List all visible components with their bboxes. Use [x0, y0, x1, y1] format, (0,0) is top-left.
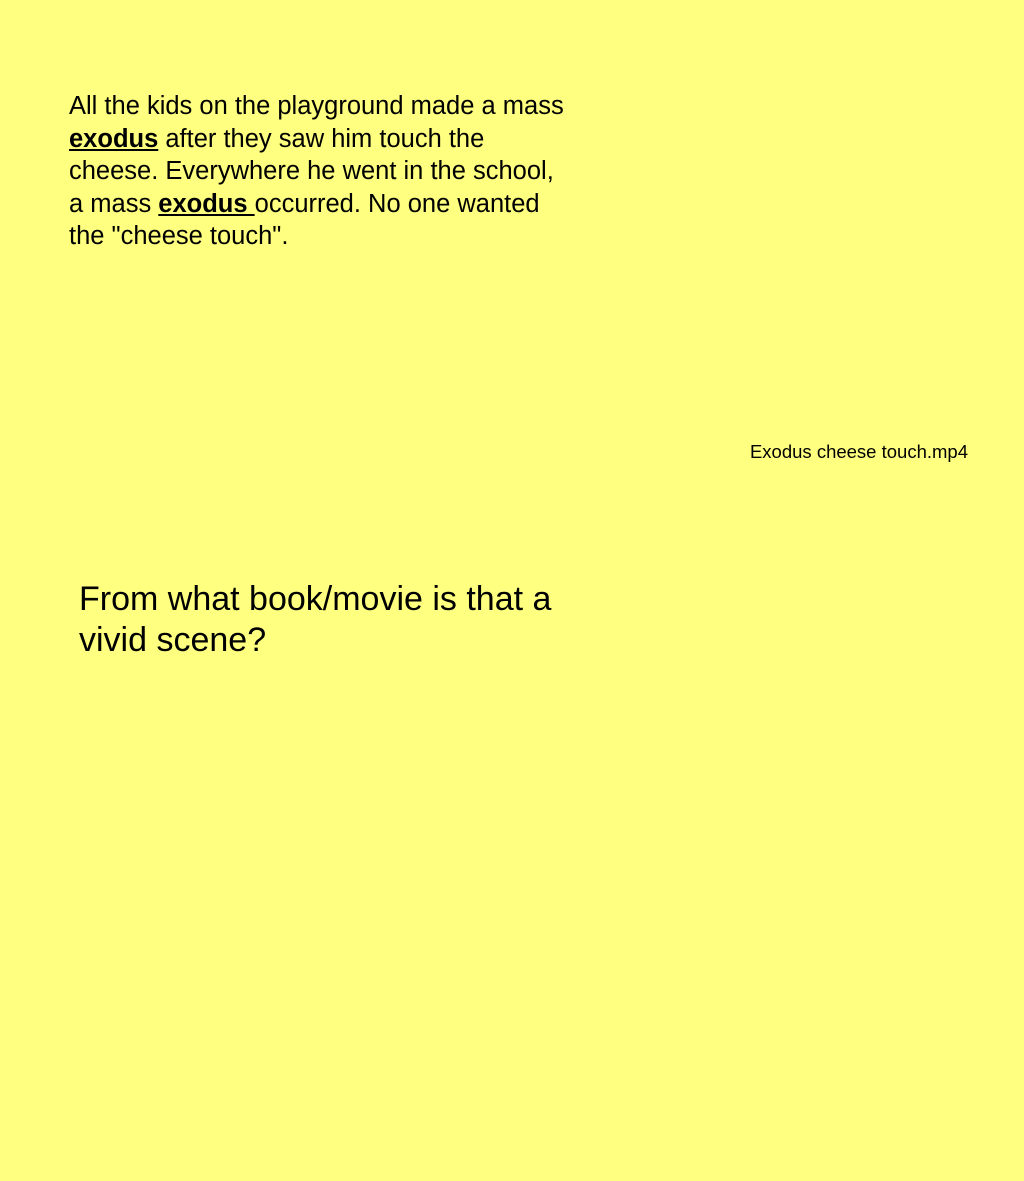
vocab-word-exodus: exodus: [69, 124, 159, 153]
paragraph-text-1: All the kids on the playground made a mass: [69, 92, 564, 120]
discussion-question: From what book/movie is that a vivid scene?: [79, 580, 552, 659]
vocab-word-exodus-2: exodus: [158, 189, 255, 218]
example-paragraph: [69, 90, 574, 253]
paragraph-text-3: occurred. No one wanted the "cheese touch".: [69, 189, 540, 250]
paragraph-text-2: after they saw him touch the cheese. Everywhere he went in the school, a mass: [69, 124, 554, 218]
video-file-link[interactable]: Exodus cheese touch.mp4: [749, 441, 968, 462]
